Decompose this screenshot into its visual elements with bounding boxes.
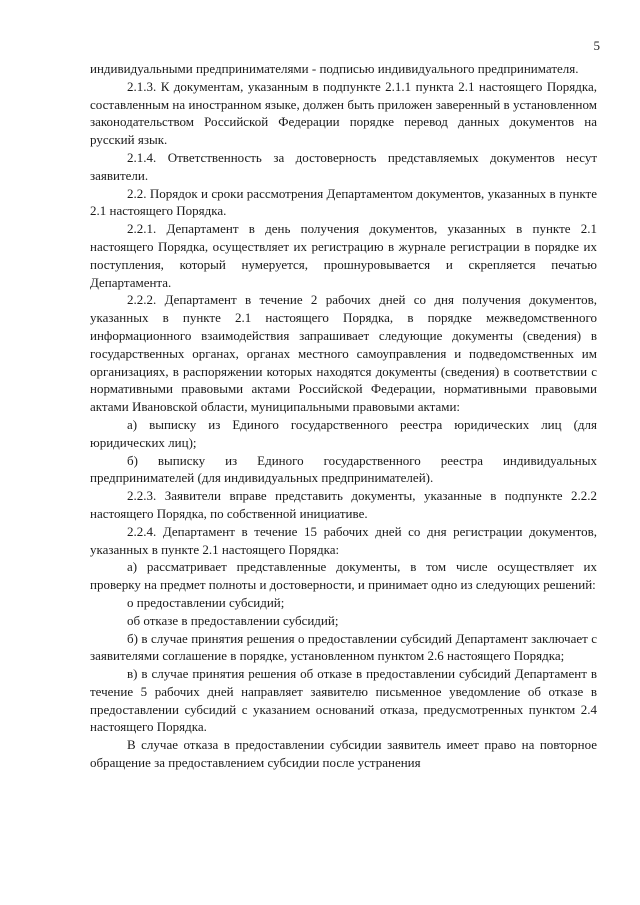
document-body — [90, 60, 597, 772]
list-item-a-review: а) рассматривает представленные документы, в том числе осуществляет их проверку на предмет полноты и достоверности, и принимает одно из следующих решений: — [90, 559, 597, 593]
paragraph-2-2-1: 2.2.1. Департамент в день получения документов, указанных в пункте 2.1 настоящего Порядка, осуществляет их регистрацию в журнале регистрации в порядке их поступления, который нумеруется, прошнуровывается и скрепляется печатью Департамента. — [90, 221, 597, 290]
paragraph-continuation: индивидуальными предпринимателями - подписью индивидуального предпринимателя. — [90, 61, 579, 76]
paragraph-reapplication: В случае отказа в предоставлении субсидии заявитель имеет право на повторное обращение за предоставлением субсидии после устранения — [90, 737, 597, 771]
paragraph-2-2-2: 2.2.2. Департамент в течение 2 рабочих дней со дня получения документов, указанных в пункте 2.1 настоящего Порядка, в порядке межведомственного информационного взаимодействия запрашивает следующие документы (сведения) в государственных органах, органах местного самоуправления и подведомственных им организациях, в распоряжении которых находятся документы (сведения) в соответствии с нормативными правовыми актами Российской Федерации, нормативными правовыми актами Ивановской области, муниципальными правовыми актами: — [90, 292, 597, 415]
decision-option-refusal: об отказе в предоставлении субсидий; — [127, 612, 339, 628]
paragraph-2-1-3: 2.1.3. К документам, указанным в подпункте 2.1.1 пункта 2.1 настоящего Порядка, составленным на иностранном языке, должен быть приложен заверенный в установленном законодательством Российской Федерации порядке перевод данных документов на русский язык. — [90, 78, 597, 148]
page-number: 5 — [593, 38, 600, 53]
paragraph-2-2: 2.2. Порядок и сроки рассмотрения Департаментом документов, указанных в пункте 2.1 настоящего Порядка. — [90, 185, 597, 219]
list-item-a-legal-entities: а) выписку из Единого государственного реестра юридических лиц (для юридических лиц); — [90, 416, 597, 450]
list-item-v-refusal-notice: в) в случае принятия решения об отказе в предоставлении субсидий Департамент в течение 5 рабочих дней направляет заявителю письменное уведомление об отказе в предоставлении субсидий с указанием оснований отказа, предусмотренных пунктом 2.4 настоящего Порядка. — [90, 666, 597, 735]
paragraph-2-1-4: 2.1.4. Ответственность за достоверность представляемых документов несут заявители. — [90, 149, 597, 183]
paragraph-2-2-4: 2.2.4. Департамент в течение 15 рабочих дней со дня регистрации документов, указанных в пункте 2.1 настоящего Порядка: — [90, 523, 597, 557]
paragraph-2-2-3: 2.2.3. Заявители вправе представить документы, указанные в подпункте 2.2.2 настоящего Порядка, по собственной инициативе. — [90, 488, 597, 521]
decision-option-grant: о предоставлении субсидий; — [127, 594, 285, 610]
list-item-b-entrepreneurs: б) выписку из Единого государственного реестра индивидуальных предпринимателей (для индивидуальных предпринимателей). — [90, 452, 597, 486]
list-item-b-agreement: б) в случае принятия решения о предоставлении субсидий Департамент заключает с заявителями соглашение в порядке, установленном пунктом 2.6 настоящего Порядка; — [90, 630, 597, 664]
